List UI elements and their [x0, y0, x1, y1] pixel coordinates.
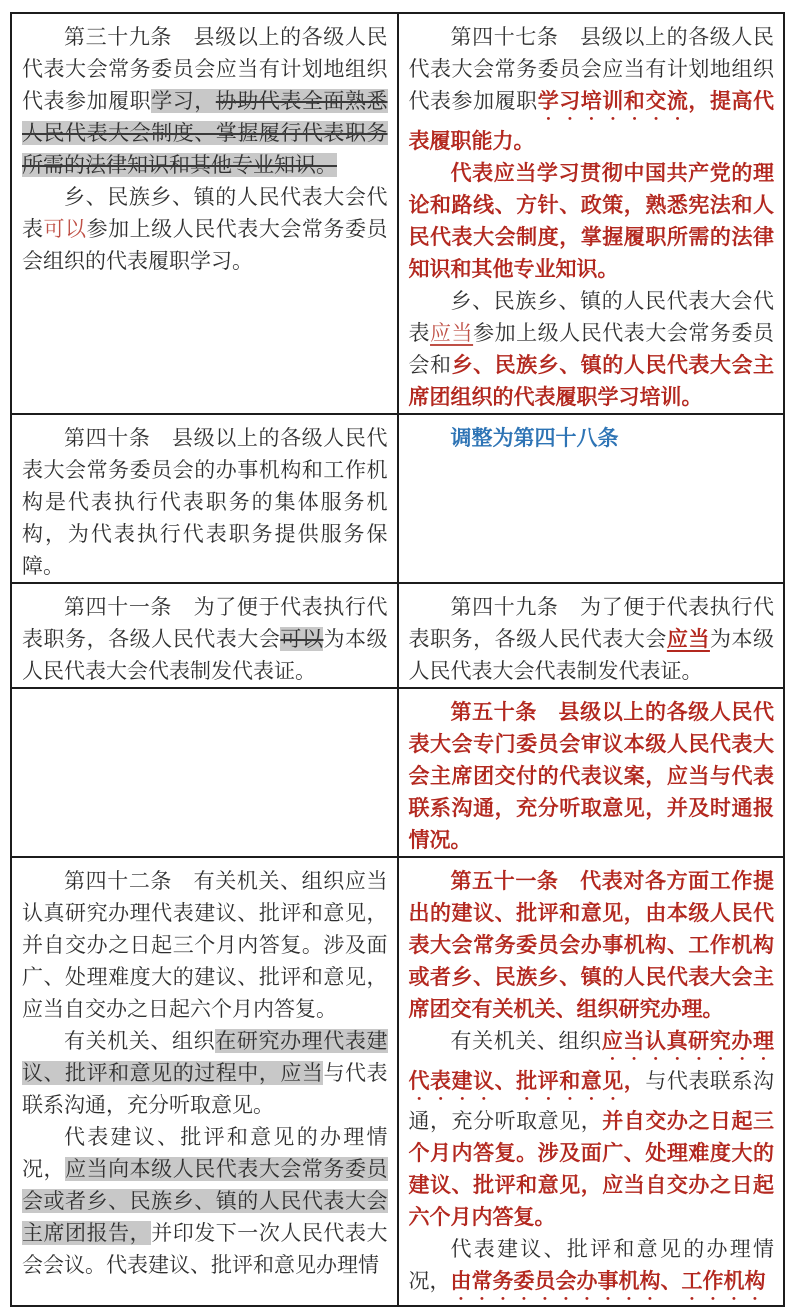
paragraph	[409, 1233, 775, 1305]
text-run: 有关机关、组织	[64, 1029, 216, 1053]
paragraph	[409, 21, 775, 157]
comparison-table-body	[11, 13, 784, 1306]
paragraph	[22, 1025, 388, 1121]
text-run: 与代表联系沟通，充分听取意见。	[22, 1061, 388, 1117]
paragraph	[22, 1121, 388, 1281]
paragraph	[22, 21, 388, 181]
text-run: 第四十二条 有关机关、组织应当认真研究办理代表建议、批评和意见，并自交办之日起三个月内答复。涉及面广、处理难度大的建议、批评和意见，应当自交办之日起六个月内答复。	[22, 869, 388, 1021]
text-run: 参加上级人民代表大会常务委员会组织的代表履职学习。	[22, 217, 388, 273]
law-comparison-document	[10, 12, 785, 1307]
added-text: 提高代表履职能力。	[408, 89, 774, 153]
renumber-note: 调整为第四十八条	[450, 426, 619, 450]
old-version-cell	[11, 857, 398, 1306]
old-version-cell	[11, 688, 398, 857]
text-run: 为本级人民代表大会代表制发代表证。	[22, 627, 388, 683]
paragraph	[409, 157, 775, 285]
old-version-cell	[11, 414, 398, 583]
text-run: 乡、民族乡、镇的人民代表大会代表	[22, 185, 388, 241]
table-row	[11, 414, 784, 583]
paragraph	[22, 422, 388, 582]
highlighted-text: 在研究办理代表建议、批评和意见的过程中，应当	[22, 1029, 388, 1085]
text-run: 第四十七条 县级以上的各级人民代表大会常务委员会应当有计划地组织代表参加履职	[408, 25, 774, 113]
dot-emphasized-added-text: 学习培训和交流，	[537, 89, 710, 113]
text-run: 第三十九条 县级以上的各级人民代表大会常务委员会应当有计划地组织代表参加履职	[22, 25, 388, 113]
text-run: 有关机关、组织	[450, 1029, 602, 1053]
text-run: 代表建议、批评和意见的办理情况，	[22, 1125, 388, 1181]
changed-word-old: 可以	[43, 217, 87, 241]
deleted-text: 协助代表全面熟悉人民代表大会制度、掌握履行代表职务所需的法律知识和其他专业知识。	[22, 89, 388, 177]
old-version-cell	[11, 13, 398, 414]
paragraph	[22, 591, 388, 687]
paragraph	[409, 1025, 775, 1233]
added-text: 第五十一条 代表对各方面工作提出的建议、批评和意见，由本级人民代表大会常务委员会办事机构、工作机构或者乡、民族乡、镇的人民代表大会主席团交有关机关、组织研究办理。	[408, 869, 774, 1021]
old-version-cell	[11, 583, 398, 688]
table-row	[11, 13, 784, 414]
paragraph	[22, 865, 388, 1025]
deleted-text: 可以	[280, 627, 324, 651]
text-run: 与代表联系沟通，充分听取意见，	[408, 1069, 774, 1133]
table-row	[11, 688, 784, 857]
table-row	[11, 583, 784, 688]
dot-emphasized-added-text: 由常务委员会办事机构、工作机构	[450, 1269, 766, 1293]
new-version-cell	[398, 414, 785, 583]
paragraph	[22, 181, 388, 277]
text-run: 第四十条 县级以上的各级人民代表大会常务委员会的办事机构和工作机构是代表执行代表职务的集体服务机构，为代表执行代表职务提供服务保障。	[22, 426, 388, 578]
comparison-table	[10, 12, 785, 1307]
paragraph	[409, 285, 775, 413]
underlined-added-word: 应当	[666, 627, 710, 651]
new-version-cell	[398, 13, 785, 414]
text-run: 第四十一条 为了便于代表执行代表职务，各级人民代表大会	[22, 595, 388, 651]
new-version-cell	[398, 688, 785, 857]
highlighted-text: 学习，	[151, 89, 216, 113]
added-text: 乡、民族乡、镇的人民代表大会主席团组织的代表履职学习培训。	[408, 353, 774, 409]
text-run: 代表建议、批评和意见的办理情况，	[408, 1237, 774, 1293]
added-text: 并自交办之日起三个月内答复。涉及面广、处理难度大的建议、批评和意见，应当自交办之日起六个月内答复。	[408, 1109, 774, 1229]
dot-emphasized-added-text: 应当认真研究办理代表建议、批评和意见，	[408, 1029, 774, 1093]
text-run: 为本级人民代表大会代表制发代表证。	[408, 627, 774, 683]
added-text: 第五十条 县级以上的各级人民代表大会专门委员会审议本级人民代表大会主席团交付的代表议案，应当与代表联系沟通，充分听取意见，并及时通报情况。	[408, 700, 774, 852]
text-run: 第四十九条 为了便于代表执行代表职务，各级人民代表大会	[408, 595, 774, 651]
highlighted-text: 应当向本级人民代表大会常务委员会或者乡、民族乡、镇的人民代表大会主席团报告，	[22, 1157, 388, 1245]
paragraph	[409, 865, 775, 1025]
table-row	[11, 857, 784, 1306]
text-run: 乡、民族乡、镇的人民代表大会代表	[408, 289, 774, 345]
text-run: 参加上级人民代表大会常务委员会和	[408, 321, 774, 377]
paragraph	[409, 591, 775, 687]
underlined-changed-word: 应当	[430, 321, 474, 345]
paragraph	[409, 696, 775, 856]
new-version-cell	[398, 857, 785, 1306]
text-run: 并印发下一次人民代表大会会议。代表建议、批评和意见办理情	[22, 1221, 388, 1277]
added-text: 代表应当学习贯彻中国共产党的理论和路线、方针、政策，熟悉宪法和人民代表大会制度，掌握履职所需的法律知识和其他专业知识。	[408, 161, 774, 281]
new-version-cell	[398, 583, 785, 688]
paragraph	[409, 422, 775, 454]
